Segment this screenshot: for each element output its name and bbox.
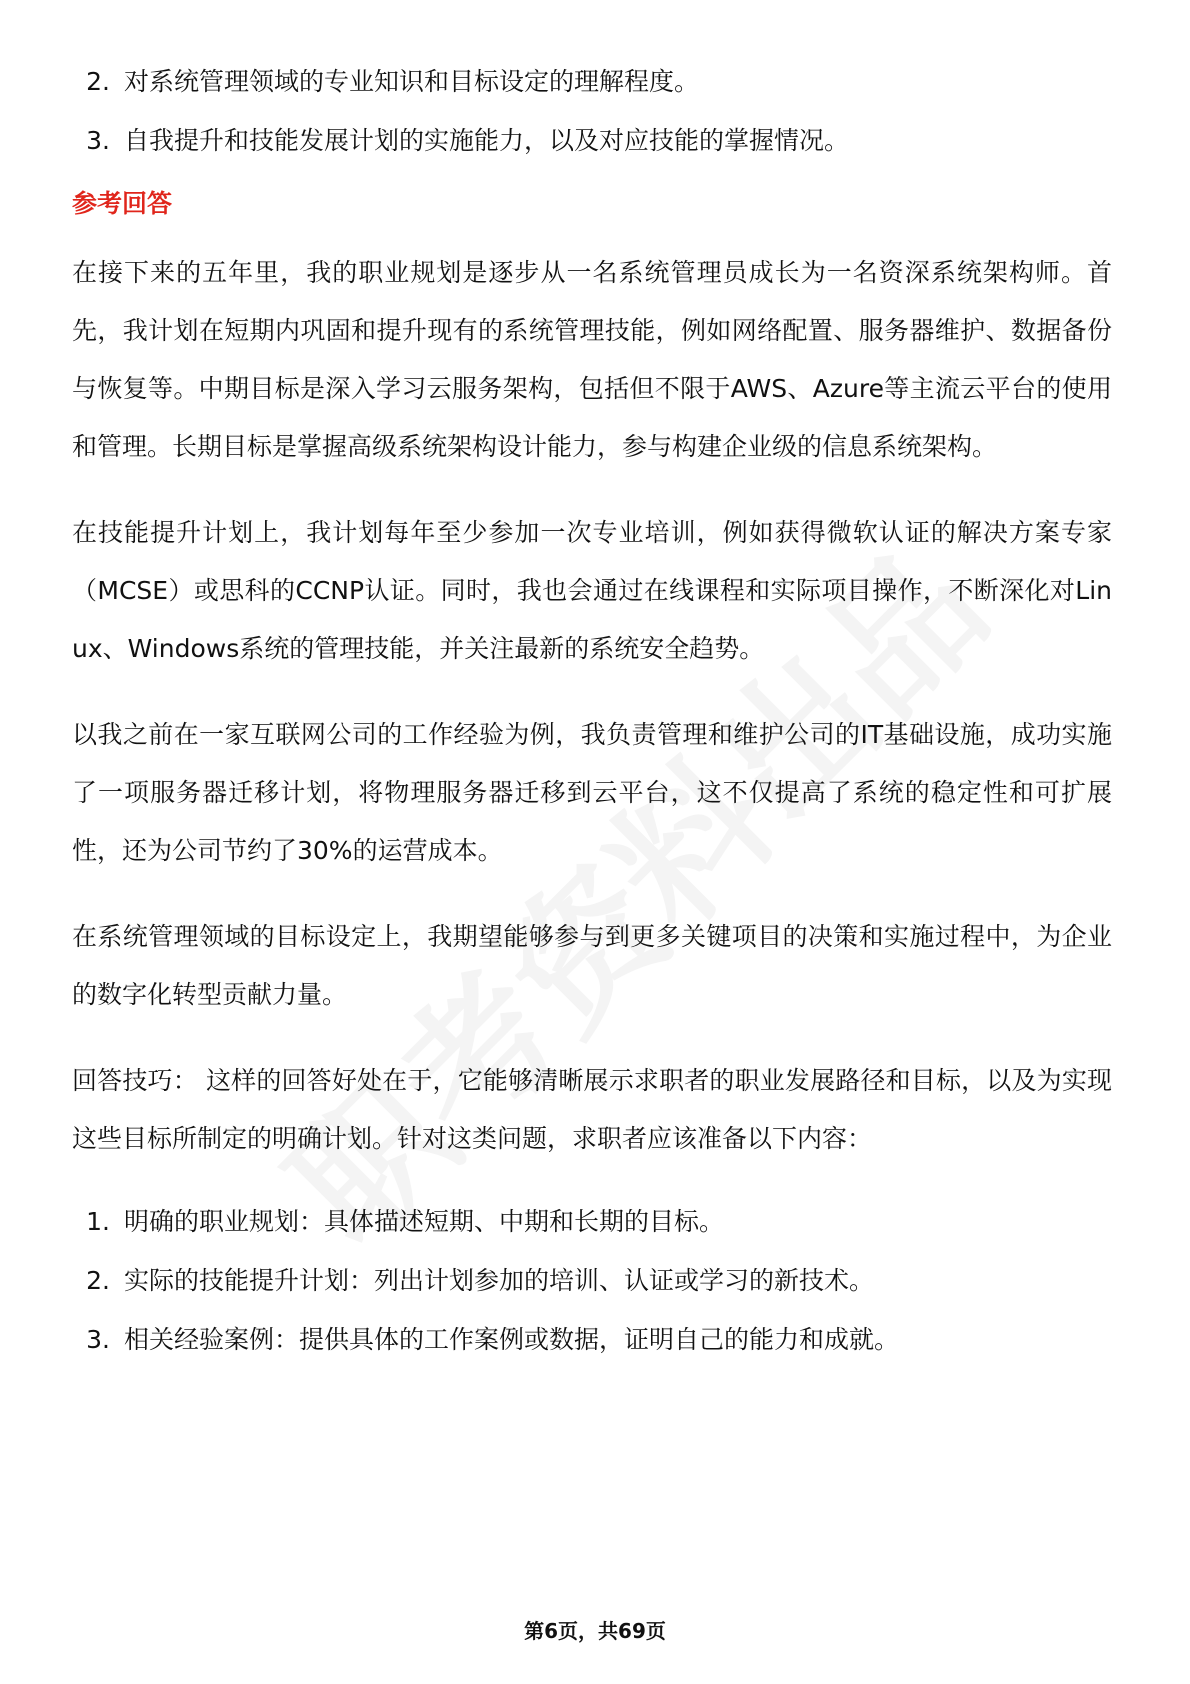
paragraph-skill-plan: 在技能提升计划上，我计划每年至少参加一次专业培训，例如获得微软认证的解决方案专家（MCSE）或思科的CCNP认证。同时，我也会通过在线课程和实际项目操作，不断深化对Linux、Windows系统的管理技能，并关注最新的系统安全趋势。 (72, 518, 1112, 663)
list-number: 3. (86, 126, 110, 155)
criteria-list (72, 52, 1112, 170)
list-item (72, 1251, 1112, 1310)
list-number: 1. (86, 1207, 110, 1236)
page-number-footer: 第6页，共69页 (524, 1619, 666, 1643)
paragraph-experience: 以我之前在一家互联网公司的工作经验为例，我负责管理和维护公司的IT基础设施，成功实施了一项服务器迁移计划，将物理服务器迁移到云平台，这不仅提高了系统的稳定性和可扩展性，还为公司节约了30%的运营成本。 (72, 720, 1112, 865)
document-page (72, 52, 1112, 1369)
list-number: 3. (86, 1325, 110, 1354)
list-number: 2. (86, 67, 110, 96)
list-text: 相关经验案例：提供具体的工作案例或数据，证明自己的能力和成就。 (124, 1325, 900, 1354)
list-text: 对系统管理领域的专业知识和目标设定的理解程度。 (124, 67, 700, 96)
list-item (72, 1310, 1112, 1369)
answer-heading: 参考回答 (72, 189, 173, 218)
paragraph-goals: 在系统管理领域的目标设定上，我期望能够参与到更多关键项目的决策和实施过程中，为企业的数字化转型贡献力量。 (72, 922, 1112, 1009)
list-text: 明确的职业规划：具体描述短期、中期和长期的目标。 (124, 1207, 725, 1236)
tips-list (72, 1192, 1112, 1369)
list-text: 实际的技能提升计划：列出计划参加的培训、认证或学习的新技术。 (124, 1266, 875, 1295)
list-number: 2. (86, 1266, 110, 1295)
list-text: 自我提升和技能发展计划的实施能力，以及对应技能的掌握情况。 (124, 126, 850, 155)
list-item (72, 111, 1112, 170)
list-item (72, 52, 1112, 111)
paragraph-answer-tips: 回答技巧： 这样的回答好处在于，它能够清晰展示求职者的职业发展路径和目标，以及为实现这些目标所制定的明确计划。针对这类问题，求职者应该准备以下内容： (72, 1066, 1112, 1153)
paragraph-career-plan: 在接下来的五年里，我的职业规划是逐步从一名系统管理员成长为一名资深系统架构师。首先，我计划在短期内巩固和提升现有的系统管理技能，例如网络配置、服务器维护、数据备份与恢复等。中期目标是深入学习云服务架构，包括但不限于AWS、Azure等主流云平台的使用和管理。长期目标是掌握高级系统架构设计能力，参与构建企业级的信息系统架构。 (72, 258, 1112, 461)
list-item (72, 1192, 1112, 1251)
